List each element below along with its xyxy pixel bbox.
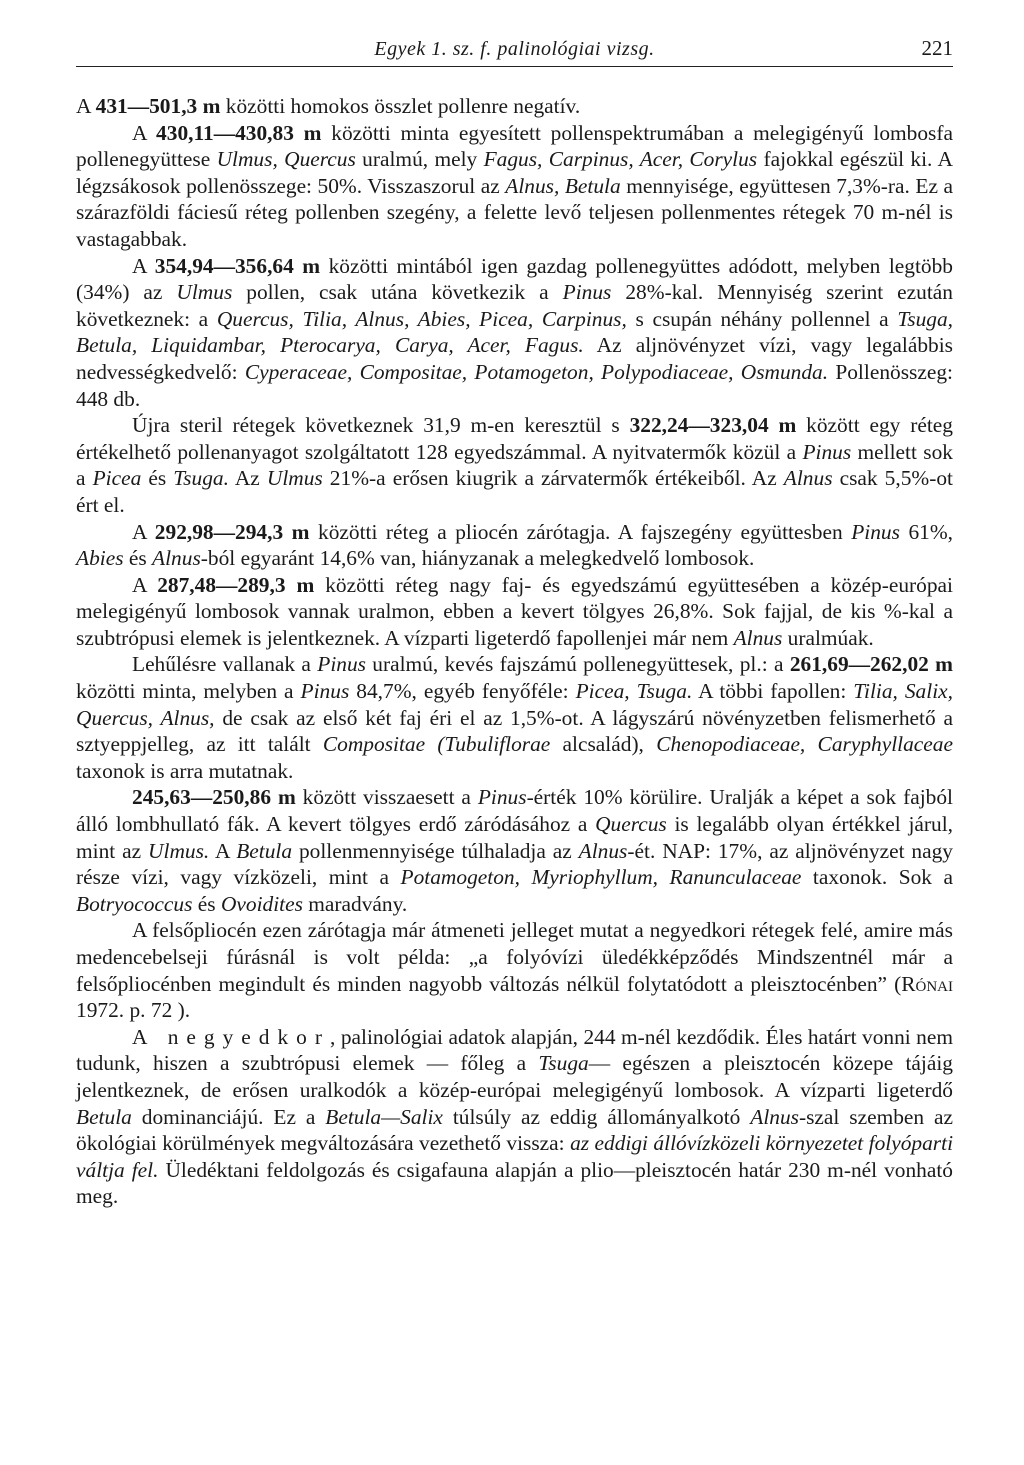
text-run: 21%-a erősen kiugrik a zárvatermők értékeiből. Az — [322, 466, 784, 491]
text-run: Alnus — [152, 546, 201, 571]
running-header — [76, 30, 953, 67]
page-number: 221 — [921, 36, 953, 60]
text-run: Chenopodiaceae, Caryphyllaceae — [656, 732, 953, 757]
text-run: alcsalád), — [550, 732, 657, 757]
text-run: Üledéktani feldolgozás és csigafauna alapján a plio—pleisztocén határ 230 m-nél vonható meg. — [76, 1157, 953, 1209]
text-run: Fagus, Carpinus, Acer, Corylus — [483, 147, 758, 172]
text-run: maradvány. — [302, 891, 408, 916]
text-run: Az aljnövényzet vízi, vagy legalábbis nedvességkedvelő: — [76, 333, 953, 384]
text-run: Tsuga — [538, 1051, 589, 1076]
text-run: túlsúly az eddig állományalkotó — [442, 1104, 751, 1129]
text-run: Ulmus. — [148, 838, 210, 863]
text-run: Betula—Salix — [325, 1104, 443, 1129]
paragraph-6 — [76, 572, 953, 652]
text-run: uralmú, mely — [355, 147, 484, 172]
text-run: s csupán néhány pollennel a — [626, 306, 898, 331]
text-run: Alnus, Betula — [505, 173, 621, 198]
text-run: Pinus — [562, 280, 612, 305]
text-run: Pinus — [477, 785, 527, 810]
text-run: -szal szemben az ökológiai körülmények megváltozására vezethető vissza: — [76, 1104, 953, 1156]
text-run: Ulmus, Quercus — [216, 147, 356, 172]
text-run: Alnus — [783, 466, 833, 491]
text-run: de csak az első két faj éri el az 1,5%-ot. A lágyszárú növényzetben felismerhető a sztyeppjelleg, az itt talált — [76, 705, 953, 757]
text-run: Ulmus — [266, 466, 323, 491]
text-run: Botryococcus — [76, 891, 193, 916]
text-run: Rónai — [901, 971, 953, 996]
text-run: csak 5,5%-ot ért el. — [76, 466, 954, 517]
paragraph-5 — [76, 519, 953, 572]
document-page — [76, 30, 953, 1210]
paragraph-4 — [76, 412, 953, 518]
text-run: uralmú, kevés fajszámú pollenegyüttesek, pl.: a — [365, 652, 790, 677]
text-run: közötti homokos összlet pollenre negatív. — [220, 94, 581, 118]
text-run: , palinológiai adatok alapján, 244 m-nél kezdődik. Éles határt vonni nem tudunk, hiszen a szubtrópusi elemek — főleg a — [76, 1024, 954, 1076]
text-run: -ból egyaránt 14,6% van, hiányzanak a melegkedvelő lombosok. — [200, 546, 755, 571]
text-run: fajokkal egészül ki. A légzsákosok pollenösszege: 50%. Visszaszorul az — [76, 147, 953, 198]
text-run: A negyedkor — [132, 1024, 331, 1049]
text-run: Compositae (Tubuliflorae — [322, 732, 551, 757]
text-run: közötti réteg a pliocén zárótagja. A fajszegény együttesben — [309, 519, 852, 544]
text-run: Pollenösszeg: 448 db. — [76, 359, 953, 411]
text-run: 287,48—289,3 m — [157, 572, 315, 597]
text-run: Újra steril rétegek következnek 31,9 m-en keresztül s — [132, 413, 630, 438]
text-run: Pinus — [300, 679, 350, 704]
text-run: és — [192, 891, 221, 916]
text-run: 261,69—262,02 m — [789, 652, 953, 677]
text-run: Az — [228, 466, 267, 491]
paragraph-8 — [76, 784, 953, 917]
text-run: Betula — [236, 838, 293, 863]
text-run: között egy réteg értékelhető pollenanyagot szolgáltatott 128 egyedszámmal. A nyitvatermők közül a — [76, 413, 953, 464]
body-text — [76, 93, 953, 1210]
text-run: mennyisége, együttesen 7,3%-ra. Ez a szárazföldi fáciesű réteg pollenben szegény, a felette levő teljesen pollenmentes rétegek 70 m-nél is vastagabbak. — [76, 173, 953, 251]
text-run: Pinus — [317, 652, 366, 677]
text-run: Abies — [76, 546, 124, 571]
text-run: taxonok. Sok a — [801, 865, 954, 890]
text-run: A — [132, 253, 155, 278]
text-run: Tilia, Salix, Quercus, Alnus, — [76, 679, 953, 730]
text-run: A — [132, 120, 157, 145]
text-run: Tsuga. — [173, 466, 229, 491]
text-run: 28%-kal. Mennyiség szerint ezután következnek: a — [76, 280, 953, 331]
text-run: és — [123, 546, 153, 571]
text-run: közötti réteg nagy faj- és egyedszámú együttesében a közép-európai melegigényű lombosok vannak uralmon, ebben a kevert tölgyes 26,8%. Sok fajjal, de kis %-kal a szubtrópusi elemek is jelentkeznek. A vízparti ligeterdő fapollenjei már nem — [76, 572, 953, 650]
text-run: Lehűlésre vallanak a — [132, 652, 318, 677]
paragraph-7 — [76, 651, 953, 784]
text-run: A felsőpliocén ezen zárótagja már átmeneti jelleget mutat a negyedkori rétegek felé, amire más medencebelseji fúrásnál is volt példa: „a folyóvízi üledékképződés Mindszentnél már a felsőpliocénben megindult és minden nagyobb változás nélkül folytatódott a pleisztocénben” ( — [76, 918, 953, 996]
text-run: pollen, csak utána következik a — [232, 280, 563, 305]
text-run: A — [132, 519, 155, 544]
text-run: az eddigi állóvízközeli környezetet folyóparti váltja fel. — [76, 1131, 954, 1182]
text-run: Potamogeton, Myriophyllum, Ranunculaceae — [400, 865, 802, 890]
text-run: 1972. p. 72 ). — [76, 998, 191, 1023]
text-run: 245,63—250,86 m — [132, 785, 296, 810]
text-run: mellett sok a — [76, 439, 953, 491]
paragraph-2 — [76, 120, 953, 253]
text-run: Tsuga, Betula, Liquidambar, Pterocarya, Carya, Acer, Fagus. — [76, 306, 954, 358]
text-run: Quercus — [595, 812, 667, 837]
text-run: taxonok is arra mutatnak. — [76, 758, 294, 783]
text-run: Quercus, Tilia, Alnus, Abies, Picea, Carpinus, — [216, 306, 627, 331]
running-title: Egyek 1. sz. f. palinológiai vizsg. — [374, 38, 655, 60]
text-run: 430,11—430,83 m — [156, 120, 322, 145]
text-run: Ulmus — [176, 280, 233, 305]
text-run: és — [141, 466, 174, 491]
text-run: A — [76, 94, 96, 118]
text-run: Alnus — [733, 625, 783, 650]
text-run: A — [209, 838, 237, 863]
text-run: Cyperaceae, Compositae, Potamogeton, Polypodiaceae, Osmunda. — [244, 359, 829, 384]
text-run: Alnus — [750, 1104, 799, 1129]
text-run: 84,7%, egyéb fenyőféle: — [349, 679, 576, 704]
text-run: Betula — [76, 1104, 132, 1129]
text-run: pollenmennyisége túlhaladja az — [292, 838, 579, 863]
text-run: között visszaesett a — [295, 785, 478, 810]
text-run: A — [132, 572, 158, 597]
text-run: Ovoidites — [220, 891, 303, 916]
paragraph-10 — [76, 1024, 953, 1210]
text-run: 322,24—323,04 m — [629, 413, 797, 438]
text-run: 61%, — [899, 519, 953, 544]
text-run: 431—501,3 m — [95, 94, 221, 118]
text-run: 292,98—294,3 m — [154, 519, 310, 544]
text-run: Pinus — [851, 519, 900, 544]
text-run: dominanciájú. Ez a — [131, 1104, 326, 1129]
text-run: — egészen a pleisztocén közepe tájáig jelentkeznek, de erősen uralkodók a közép-európai melegigényű lombosok. A vízparti ligeterdő — [76, 1051, 953, 1102]
text-run: A többi fapollen: — [692, 679, 854, 704]
text-run: 354,94—356,64 m — [154, 253, 321, 278]
text-run: közötti mintából igen gazdag pollenegyüttes adódott, melyben legtöbb (34%) az — [76, 253, 953, 305]
paragraph-1 — [76, 93, 953, 120]
text-run: Alnus — [578, 838, 628, 863]
text-run: -érték 10% körülire. Uralják a képet a sok fajból álló lombhullató fák. A kevert tölgyes erdő záródásához a — [76, 785, 953, 837]
text-run: közötti minta, melyben a — [76, 679, 301, 704]
text-run: uralmúak. — [782, 625, 874, 650]
text-run: -ét. NAP: 17%, az aljnövényzet nagy része vízi, vagy vízközeli, mint a — [76, 838, 954, 890]
text-run: Picea — [92, 466, 142, 491]
paragraph-9 — [76, 917, 953, 1023]
text-run: Pinus — [802, 439, 852, 464]
text-run: Picea, Tsuga. — [575, 679, 693, 704]
text-run: közötti minta egyesített pollenspektrumában a melegigényű lombosfa pollenegyüttese — [76, 120, 953, 172]
paragraph-3 — [76, 253, 953, 413]
text-run: is legalább olyan értékkel járul, mint az — [76, 812, 953, 863]
